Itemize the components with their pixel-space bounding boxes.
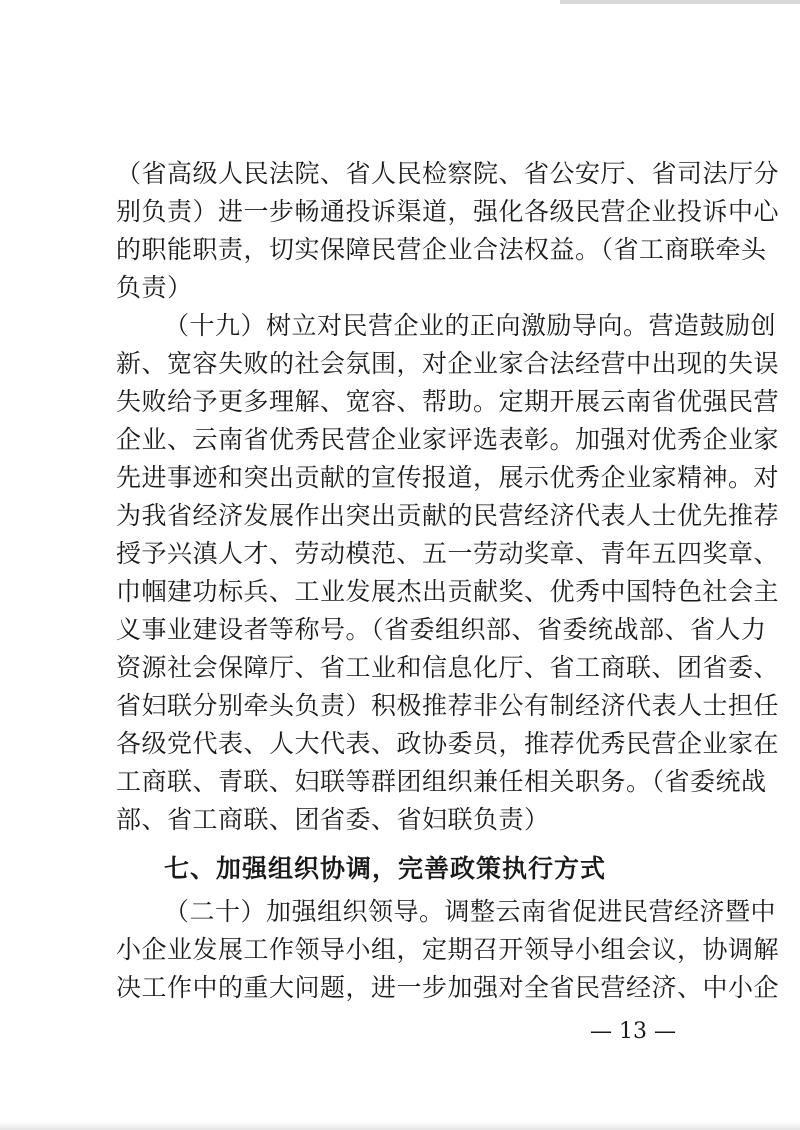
text-line: 省妇联分别牵头负责）积极推荐非公有制经济代表人士担任 [116,691,780,720]
text-line: 工商联、青联、妇联等群团组织兼任相关职务。（省委统战 [116,767,767,796]
text-line: 企业、云南省优秀民营企业家评选表彰。加强对优秀企业家 [116,425,780,454]
text-line: 新、宽容失败的社会氛围，对企业家合法经营中出现的失误 [116,349,780,378]
text-line: 授予兴滇人才、劳动模范、五一劳动奖章、青年五四奖章、 [116,539,780,568]
text-line: 先进事迹和突出贡献的宣传报道，展示优秀企业家精神。对 [116,463,780,492]
text-line: 决工作中的重大问题，进一步加强对全省民营经济、中小企 [116,973,780,1002]
text-line: 负责） [116,273,193,302]
scan-edge-top [560,0,800,4]
paragraph-start-line: （十九）树立对民营企业的正向激励导向。营造鼓励创 [164,311,777,340]
text-line: 巾帼建功标兵、工业发展杰出贡献奖、优秀中国特色社会主 [116,577,780,606]
scan-edge-bottom [0,1122,800,1130]
text-line: 为我省经济发展作出突出贡献的民营经济代表人士优先推荐 [116,501,780,530]
page-number: — 13 — [590,1019,676,1044]
text-line: 失败给予更多理解、宽容、帮助。定期开展云南省优强民营 [116,387,780,416]
text-line: 小企业发展工作领导小组，定期召开领导小组会议，协调解 [116,935,780,964]
text-line: （省高级人民法院、省人民检察院、省公安厅、省司法厅分 [116,159,780,188]
text-line: 的职能职责，切实保障民营企业合法权益。（省工商联牵头 [116,235,767,264]
text-line: 资源社会保障厅、省工业和信息化厅、省工商联、团省委、 [116,653,780,682]
text-line: 各级党代表、人大代表、政协委员，推荐优秀民营企业家在 [116,729,780,758]
text-line: 义事业建设者等称号。（省委组织部、省委统战部、省人力 [116,615,767,644]
text-line: 部、省工商联、团省委、省妇联负责） [116,805,550,834]
section-heading: 七、加强组织协调，完善政策执行方式 [164,854,607,883]
paragraph-start-line: （二十）加强组织领导。调整云南省促进民营经济暨中 [164,897,777,926]
text-line: 别负责）进一步畅通投诉渠道，强化各级民营企业投诉中心 [116,197,780,226]
